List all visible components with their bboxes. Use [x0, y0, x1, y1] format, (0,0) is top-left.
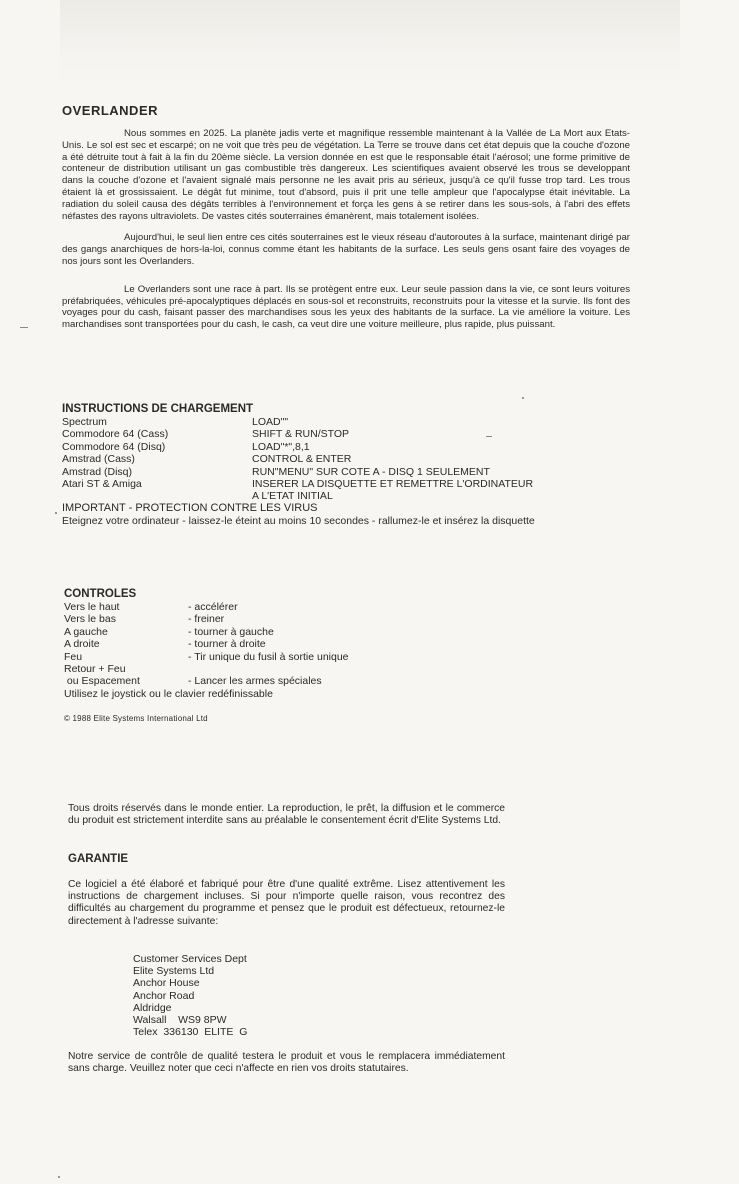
loading-system: Spectrum [62, 416, 107, 428]
loading-command: CONTROL & ENTER [252, 453, 352, 466]
control-key: Vers le haut [64, 601, 120, 613]
control-row [64, 638, 464, 650]
rights-text: Tous droits réservés dans le monde entier. La reproduction, le prêt, la diffusion et le commerce du produit est strictement interdite sans au préalable le consentement écrit d'Elite Systems Ltd. [68, 803, 505, 827]
control-key: A gauche [64, 625, 108, 638]
control-action: - tourner à droite [188, 638, 266, 651]
control-key: Retour + Feu [64, 663, 126, 676]
loading-command: INSERER LA DISQUETTE ET REMETTRE L'ORDINATEUR [252, 478, 534, 491]
control-row [64, 613, 464, 625]
loading-row [62, 441, 632, 453]
scan-mark [486, 436, 492, 437]
intro-paragraph-1: Nous sommes en 2025. La planète jadis verte et magnifique ressemble maintenant à la Vallée de La Mort aux Etats-Unis. Le sol est sec et escarpé; on ne voit que très peu de végétation. La Terre se trouve dans cet état depuis que la couche d'ozone a été détruite tout à fait à la fin du 20ème siècle. La version donnée en est que le responsable était l'aérosol; une forme primitive de conteneur de distribution utilisant un gas combustible très dangereux. Les scientifiques avaient observé les trous se developpant dans la couche d'ozone et l'avaient signalé mais personne ne les avait pris au sérieux, jusqu'à ce qu'il fusse trop tard. Les trous étaient là et grossissaient. Le dégât fut minime, tout d'absord, puis il prit une telle ampleur que l'apocalypse était inévitable. La radiation du soleil causa des dégâts terribles à l'environnement et força les gens à se retirer dans les sous-sols, à l'abri des effets néfastes des rayons ultraviolets. De vastes cités souterraines émanèrent, mais totalement isolées. [62, 128, 630, 222]
controls-table [64, 601, 464, 700]
controls-heading: CONTROLES [64, 588, 137, 600]
control-action: - Lancer les armes spéciales [188, 675, 322, 688]
control-row [64, 601, 464, 613]
loading-heading: INSTRUCTIONS DE CHARGEMENT [62, 403, 254, 415]
overlander-title: OVERLANDER [62, 103, 159, 118]
scan-mark [20, 327, 28, 328]
control-key: ou Espacement [64, 675, 140, 688]
control-action [188, 663, 464, 675]
intro-paragraph-2: Aujourd'hui, le seul lien entre ces cités souterraines est le vieux réseau d'autoroutes à la surface, maintenant dirigé par des gangs anarchiques de hors-la-loi, connus comme étant les habitants de la surface. Les seuls gens osant faire des voyages de nos jours sont les Overlanders. [62, 232, 630, 267]
garantie-heading: GARANTIE [68, 853, 129, 865]
address-line: Anchor Road [133, 989, 195, 1002]
control-key: Feu [64, 650, 83, 663]
address-line: Customer Services Dept [133, 953, 247, 965]
loading-table [62, 416, 632, 503]
service-text: Notre service de contrôle de qualité testera le produit et vous le remplacera immédiatement sans charge. Veuillez noter que ceci n'affecte en rien vos droits statutaires. [68, 1051, 505, 1075]
control-action: - Tir unique du fusil à sortie unique [188, 650, 349, 663]
address-line: Walsall WS9 8PW [133, 1014, 227, 1027]
copyright-line: © 1988 Elite Systems International Ltd [64, 714, 208, 723]
control-row [64, 626, 464, 638]
faded-header-band [60, 0, 680, 85]
control-action: - accélérer [188, 601, 238, 613]
address-line: Anchor House [133, 977, 200, 990]
loading-command: RUN"MENU" SUR COTE A - DISQ 1 SEULEMENT [252, 465, 490, 478]
overlander-intro [62, 128, 630, 341]
loading-row [62, 428, 632, 440]
virus-warning-text: Eteignez votre ordinateur - laissez-le éteint au moins 10 secondes - rallumez-le et insérez la disquette [62, 515, 535, 527]
loading-system: Amstrad (Disq) [62, 465, 133, 478]
loading-row [62, 453, 632, 465]
loading-command: LOAD"*",8,1 [252, 440, 310, 453]
control-row [64, 651, 464, 663]
loading-row [62, 416, 632, 428]
control-action: - tourner à gauche [188, 625, 274, 638]
loading-system: Commodore 64 (Disq) [62, 440, 166, 453]
address-line: Elite Systems Ltd [133, 965, 215, 978]
loading-command: A L'ETAT INITIAL [252, 490, 333, 503]
address-block [133, 953, 247, 1038]
control-row [64, 675, 464, 687]
control-key: Vers le bas [64, 613, 116, 626]
control-row [64, 663, 464, 675]
loading-system [62, 490, 252, 502]
controls-note: Utilisez le joystick ou le clavier redéfinissable [64, 687, 273, 700]
loading-command: SHIFT & RUN/STOP [252, 428, 350, 441]
loading-row [62, 478, 632, 490]
scan-speck [522, 397, 524, 399]
loading-row [62, 466, 632, 478]
loading-row [62, 490, 632, 502]
loading-system: Atari ST & Amiga [62, 478, 142, 491]
loading-command: LOAD"" [252, 416, 289, 428]
garantie-text: Ce logiciel a été élaboré et fabriqué pour être d'une qualité extrême. Lisez attentivement les instructions de chargement incluses. Si pour n'importe quelle raison, vous recontrez des difficultés au chargement du programme et pensez que le produit est défectueux, retournez-le directement à l'adresse suivante: [68, 879, 505, 927]
scan-speck [55, 512, 57, 514]
virus-warning-title: IMPORTANT - PROTECTION CONTRE LES VIRUS [62, 502, 318, 514]
intro-paragraph-3: Le Overlanders sont une race à part. Ils se protègent entre eux. Leur seule passion dans la vie, ce sont leurs voitures préfabriquées, véhicules pré-apocalyptiques déplacés en sous-sol et reconstruits, reconstruits pour la vitesse et la survie. Ils font des voyages pour du cash, faisant passer des marchandises sous les yeux des habitants de la surface. La vie améliore la voiture. Les marchandises sont transportées pour du cash, le cash, ca veut dire une voiture meilleure, plus rapide, plus puissant. [62, 283, 630, 331]
scan-speck [58, 1176, 60, 1178]
address-line: Aldridge [133, 1001, 172, 1014]
address-line: Telex 336130 ELITE G [133, 1026, 248, 1039]
control-action: - freiner [188, 613, 225, 626]
loading-system: Commodore 64 (Cass) [62, 428, 169, 441]
control-key: A droite [64, 638, 100, 651]
loading-system: Amstrad (Cass) [62, 453, 135, 466]
